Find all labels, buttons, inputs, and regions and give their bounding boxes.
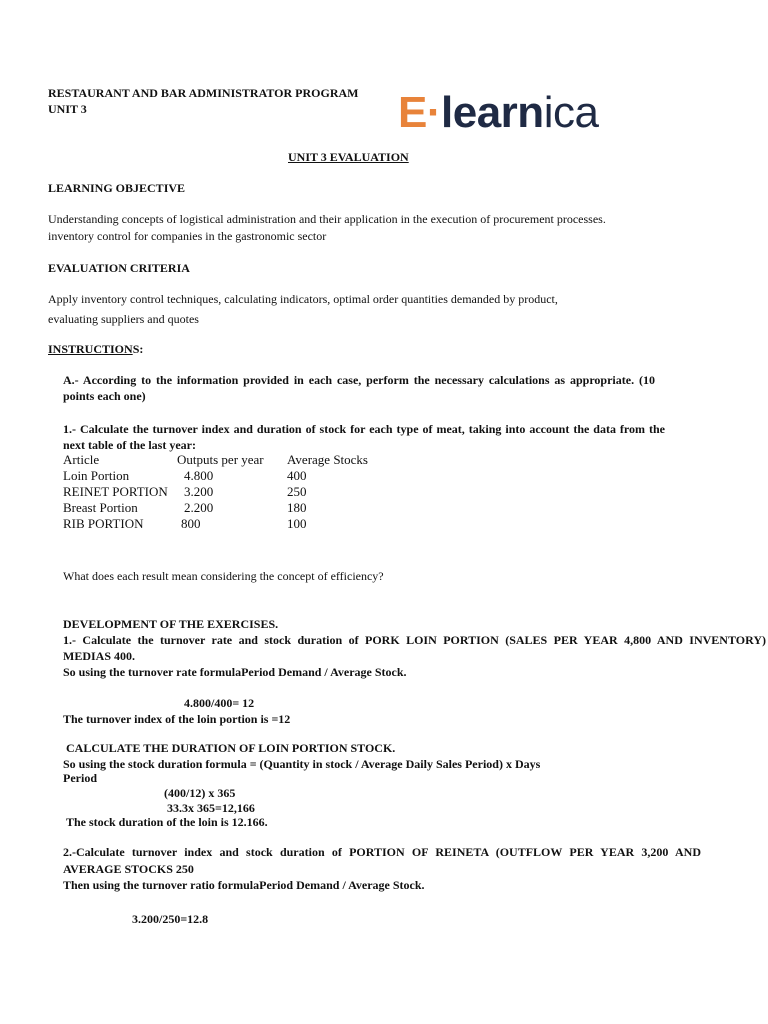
table-header-cell: Article bbox=[63, 452, 100, 467]
evaluation-criteria-heading: EVALUATION CRITERIA bbox=[48, 261, 190, 275]
exercise-1-result: The turnover index of the loin portion is =12 bbox=[63, 712, 291, 726]
table-cell: 2.200 bbox=[184, 500, 214, 515]
instructions-heading: INSTRUCTIONS: bbox=[48, 342, 144, 356]
table-cell: 800 bbox=[181, 516, 201, 531]
exercise-2-calculation: 3.200/250=12.8 bbox=[132, 912, 209, 926]
duration-calculation-1: (400/12) x 365 bbox=[164, 786, 236, 800]
exercise-2-line-3: Then using the turnover ratio formulaPeriod Demand / Average Stock. bbox=[63, 878, 425, 892]
table-row bbox=[63, 516, 368, 532]
duration-calculation-2: 33.3x 365=12,166 bbox=[167, 801, 255, 815]
table-cell: RIB PORTION bbox=[63, 516, 144, 531]
learning-objective-line-1: Understanding concepts of logistical administration and their application in the execution of procurement processes. bbox=[48, 212, 606, 226]
duration-result: The stock duration of the loin is 12.166. bbox=[66, 815, 268, 829]
exercise-1-calculation: 4.800/400= 12 bbox=[184, 696, 255, 710]
duration-formula-line-1: So using the stock duration formula = (Quantity in stock / Average Daily Sales Period) x Days bbox=[63, 757, 541, 771]
exercise-2-line-1: 2.-Calculate turnover index and stock duration of PORTION OF REINETA (OUTFLOW PER YEAR 3,200 AND bbox=[63, 845, 701, 859]
instruction-a-line-2: points each one) bbox=[63, 389, 146, 403]
table-cell: 100 bbox=[287, 516, 307, 531]
program-title: RESTAURANT AND BAR ADMINISTRATOR PROGRAM bbox=[48, 86, 359, 100]
elearnica-logo: E·learnica bbox=[398, 88, 599, 137]
table-cell: 250 bbox=[287, 484, 307, 499]
learning-objective-heading: LEARNING OBJECTIVE bbox=[48, 181, 186, 195]
table-cell: 4.800 bbox=[184, 468, 214, 483]
table-header-cell: Outputs per year bbox=[177, 452, 264, 467]
table-header-row bbox=[63, 452, 368, 468]
exercise-2-line-2: AVERAGE STOCKS 250 bbox=[63, 862, 194, 876]
table-cell: Breast Portion bbox=[63, 500, 138, 515]
evaluation-criteria-line-2: evaluating suppliers and quotes bbox=[48, 312, 199, 326]
table-row bbox=[63, 500, 368, 516]
exercise-1-line-2: MEDIAS 400. bbox=[63, 649, 136, 663]
learning-objective-line-2: inventory control for companies in the gastronomic sector bbox=[48, 229, 327, 243]
unit-label: UNIT 3 bbox=[48, 102, 87, 116]
exercise-1-line-1: 1.- Calculate the turnover rate and stock duration of PORK LOIN PORTION (SALES PER YEAR 4,800 AND INVENTORY) bbox=[63, 633, 766, 647]
instruction-a-line-1: A.- According to the information provided in each case, perform the necessary calculations as appropriate. (10 bbox=[63, 373, 655, 387]
development-heading: DEVELOPMENT OF THE EXERCISES. bbox=[63, 617, 279, 631]
page-title: UNIT 3 EVALUATION bbox=[288, 150, 409, 164]
duration-formula-line-2: Period bbox=[63, 771, 97, 785]
question-1-line-1: 1.- Calculate the turnover index and duration of stock for each type of meat, taking into account the data from the bbox=[63, 422, 665, 436]
table-header-cell: Average Stocks bbox=[287, 452, 368, 467]
question-1-line-2: next table of the last year: bbox=[63, 438, 196, 452]
stock-table bbox=[63, 452, 368, 532]
table-cell: 180 bbox=[287, 500, 307, 515]
table-row bbox=[63, 468, 368, 484]
table-cell: 400 bbox=[287, 468, 307, 483]
evaluation-criteria-line-1: Apply inventory control techniques, calculating indicators, optimal order quantities demanded by product, bbox=[48, 292, 558, 306]
efficiency-question: What does each result mean considering the concept of efficiency? bbox=[63, 569, 384, 583]
table-row bbox=[63, 484, 368, 500]
table-cell: 3.200 bbox=[184, 484, 214, 499]
exercise-1-line-3: So using the turnover rate formulaPeriod Demand / Average Stock. bbox=[63, 665, 407, 679]
duration-heading: CALCULATE THE DURATION OF LOIN PORTION STOCK. bbox=[66, 741, 396, 755]
table-cell: Loin Portion bbox=[63, 468, 130, 483]
table-cell: REINET PORTION bbox=[63, 484, 168, 499]
